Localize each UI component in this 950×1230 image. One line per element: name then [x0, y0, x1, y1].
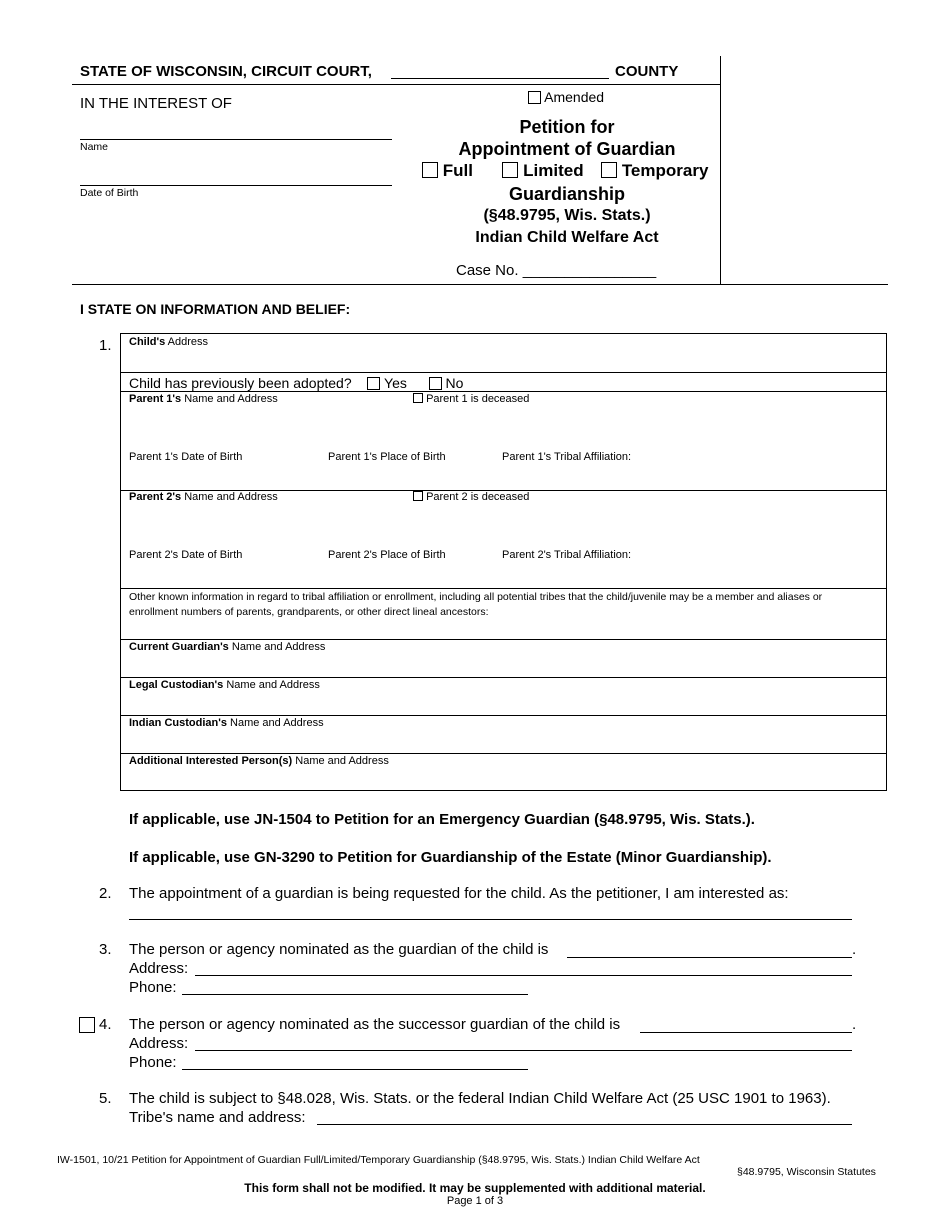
amended-option[interactable] [528, 89, 604, 105]
item-2-text: The appointment of a guardian is being requested for the child. As the petitioner, I am interested as: [129, 885, 789, 902]
item-5-text: The child is subject to §48.028, Wis. Stats. or the federal Indian Child Welfare Act (25 USC 1901 to 1963). [129, 1090, 831, 1107]
tribe-name-label: Tribe's name and address: [129, 1109, 306, 1126]
parent1-deceased-option[interactable] [413, 393, 529, 405]
adopted-yes-label: Yes [384, 375, 407, 391]
item-3-address-label: Address: [129, 960, 189, 977]
adopted-no-label: No [445, 375, 464, 391]
indian-custodian-label[interactable] [129, 717, 324, 729]
parent1-deceased-label: Parent 1 is deceased [426, 393, 530, 405]
amended-label: Amended [544, 89, 605, 105]
child-address-bold: Child's [129, 336, 166, 348]
temporary-checkbox[interactable] [601, 162, 617, 178]
temporary-label: Temporary [621, 161, 709, 180]
dob-label: Date of Birth [80, 187, 139, 199]
indian-custodian-bold: Indian Custodian's [129, 717, 227, 729]
guardian-phone-field[interactable] [182, 994, 528, 995]
header-divider-bottom [72, 284, 888, 285]
item-2-number: 2. [99, 885, 112, 902]
header-divider-vertical [720, 56, 721, 285]
child-address-label[interactable] [129, 336, 208, 348]
emergency-guardian-note: If applicable, use JN-1504 to Petition for an Emergency Guardian (§48.9795, Wis. Stats.). [129, 811, 755, 828]
row-divider [120, 753, 887, 754]
item-4-phone-label: Phone: [129, 1054, 177, 1071]
item-4-text: The person or agency nominated as the successor guardian of the child is [129, 1016, 621, 1033]
page-number: Page 1 of 3 [446, 1195, 504, 1207]
full-checkbox[interactable] [422, 162, 438, 178]
indian-custodian-rest: Name and Address [226, 717, 324, 729]
item-4-checkbox[interactable] [79, 1017, 95, 1033]
parent1-deceased-checkbox[interactable] [413, 393, 423, 403]
additional-persons-label[interactable] [129, 755, 389, 767]
court-prefix: STATE OF WISCONSIN, CIRCUIT COURT, [80, 63, 372, 80]
parent2-bold: Parent 2's [129, 491, 182, 503]
item-3-phone-label: Phone: [129, 979, 177, 996]
guardian-nominee-field[interactable] [567, 957, 852, 958]
additional-persons-bold: Additional Interested Person(s) [129, 755, 293, 767]
statement-heading: I STATE ON INFORMATION AND BELIEF: [80, 301, 351, 317]
adopted-question: Child has previously been adopted? [129, 375, 352, 391]
parent1-tribal-label[interactable]: Parent 1's Tribal Affiliation: [502, 451, 632, 463]
parent1-pob-label[interactable]: Parent 1's Place of Birth [328, 451, 446, 463]
form-id: IW-1501, 10/21 Petition for Appointment of Guardian Full/Limited/Temporary Guardianship (§48.9795, Wis. Stats.) Indian Child Welfare Act [57, 1154, 700, 1166]
row-divider [120, 677, 887, 678]
item-4-checkbox-wrap [79, 1017, 95, 1036]
title-line-2: Appointment of Guardian [458, 139, 676, 159]
tribe-name-field[interactable] [317, 1124, 852, 1125]
title-line-4: (§48.9795, Wis. Stats.) [483, 207, 651, 224]
row-divider [120, 715, 887, 716]
current-guardian-rest: Name and Address [228, 641, 326, 653]
row-divider [120, 391, 887, 392]
child-address-rest: Address [165, 336, 209, 348]
parent2-tribal-label[interactable]: Parent 2's Tribal Affiliation: [502, 549, 632, 561]
item-4-number: 4. [99, 1016, 112, 1033]
parent1-bold: Parent 1's [129, 393, 182, 405]
parent2-deceased-label: Parent 2 is deceased [426, 491, 530, 503]
adopted-no-checkbox[interactable] [429, 377, 442, 390]
parent1-name-label[interactable] [129, 393, 278, 405]
parent2-rest: Name and Address [181, 491, 278, 503]
full-label: Full [442, 161, 473, 180]
adopted-question-row [129, 375, 463, 391]
amended-checkbox[interactable] [528, 91, 541, 104]
county-field[interactable] [391, 78, 609, 79]
parent1-rest: Name and Address [181, 393, 278, 405]
case-number-field[interactable]: Case No. ________________ [456, 262, 657, 279]
parent2-deceased-option[interactable] [413, 491, 529, 503]
parent2-name-label[interactable] [129, 491, 278, 503]
limited-checkbox[interactable] [502, 162, 518, 178]
modification-notice: This form shall not be modified. It may be supplemented with additional material. [244, 1181, 706, 1195]
legal-custodian-bold: Legal Custodian's [129, 679, 224, 691]
parent2-deceased-checkbox[interactable] [413, 491, 423, 501]
adopted-yes-checkbox[interactable] [367, 377, 380, 390]
row-divider [120, 639, 887, 640]
item-3-period: . [852, 941, 857, 958]
item-4-address-label: Address: [129, 1035, 189, 1052]
parent1-dob-label[interactable]: Parent 1's Date of Birth [129, 451, 243, 463]
row-divider [120, 588, 887, 589]
title-line-1: Petition for [519, 117, 615, 137]
current-guardian-label[interactable] [129, 641, 325, 653]
item-3-number: 3. [99, 941, 112, 958]
legal-custodian-rest: Name and Address [223, 679, 320, 691]
other-tribal-info-label[interactable]: Other known information in regard to tribal affiliation or enrollment, including all potential tribes that the child/juvenile may be a member and aliases or enrollment numbers of parents, grandparents, or other direct lineal ancestors: [129, 591, 823, 618]
interest-of-label: IN THE INTEREST OF [80, 95, 232, 112]
successor-address-field[interactable] [195, 1050, 852, 1051]
current-guardian-bold: Current Guardian's [129, 641, 229, 653]
form-title [410, 116, 724, 160]
item-1-number: 1. [99, 337, 112, 354]
header-divider-top [72, 84, 720, 85]
guardianship-type-options [422, 161, 708, 181]
petitioner-interest-field[interactable] [129, 919, 852, 920]
title-line-3: Guardianship [508, 184, 625, 204]
item-3-text: The person or agency nominated as the guardian of the child is [129, 941, 549, 958]
title-line-5: Indian Child Welfare Act [475, 229, 659, 246]
successor-guardian-field[interactable] [640, 1032, 852, 1033]
successor-phone-field[interactable] [182, 1069, 528, 1070]
form-subtitle [410, 183, 724, 249]
court-suffix: COUNTY [615, 63, 679, 80]
row-divider [120, 372, 887, 373]
parent2-pob-label[interactable]: Parent 2's Place of Birth [328, 549, 446, 561]
guardian-address-field[interactable] [195, 975, 852, 976]
limited-label: Limited [523, 161, 584, 180]
name-label: Name [80, 141, 109, 153]
parent2-dob-label[interactable]: Parent 2's Date of Birth [129, 549, 243, 561]
statute-reference: §48.9795, Wisconsin Statutes [737, 1166, 876, 1178]
legal-custodian-label[interactable] [129, 679, 320, 691]
item-4-period: . [852, 1016, 857, 1033]
name-field[interactable] [80, 139, 392, 140]
dob-field[interactable] [80, 185, 392, 186]
estate-guardianship-note: If applicable, use GN-3290 to Petition for Guardianship of the Estate (Minor Guardianship). [129, 849, 772, 866]
item-5-number: 5. [99, 1090, 112, 1107]
additional-persons-rest: Name and Address [292, 755, 389, 767]
